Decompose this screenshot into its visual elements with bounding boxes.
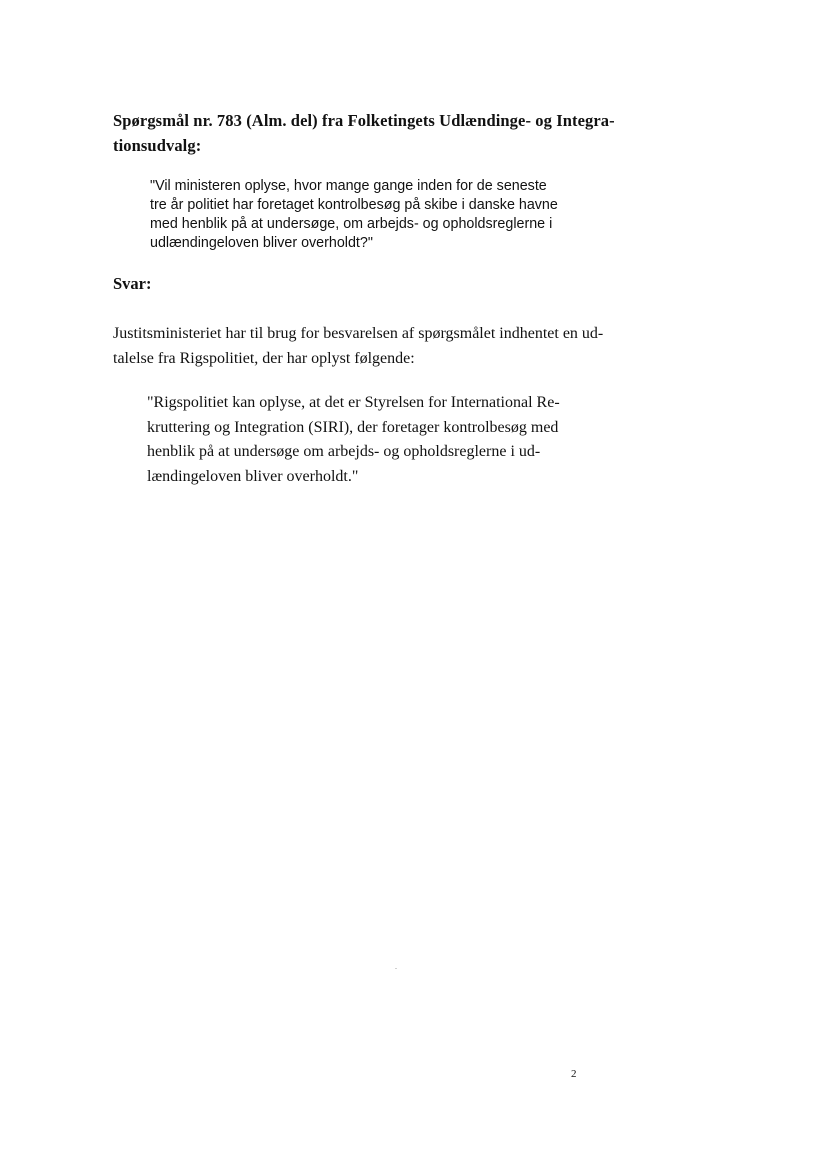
answer-quote-line: kruttering og Integration (SIRI), der foretager kontrolbesøg med — [147, 418, 559, 436]
scan-speck — [395, 968, 397, 969]
answer-quote-line: henblik på at undersøge om arbejds- og opholdsreglerne i ud- — [147, 443, 541, 460]
heading-line: Spørgsmål nr. 783 (Alm. del) fra Folketingets Udlændinge- og Integra- — [113, 111, 615, 130]
answer-paragraph-line: Justitsministeriet har til brug for besvarelsen af spørgsmålet indhentet en ud- — [113, 325, 604, 342]
answer-quote-line: lændingeloven bliver overholdt." — [147, 467, 359, 485]
answer-label: Svar: — [113, 274, 152, 293]
page-number: 2 — [571, 1068, 577, 1080]
question-quote-line: tre år politiet har foretaget kontrolbesøg på skibe i danske havne — [150, 197, 558, 213]
answer-paragraph — [113, 321, 613, 371]
question-quote-line: udlændingeloven bliver overholdt?" — [150, 235, 373, 251]
heading-line: tionsudvalg: — [113, 136, 202, 155]
answer-quote-line: "Rigspolitiet kan oplyse, at det er Styrelsen for International Re- — [147, 394, 560, 411]
question-heading — [113, 108, 613, 158]
answer-quote — [147, 391, 577, 489]
question-quote-line: "Vil ministeren oplyse, hvor mange gange inden for de seneste — [150, 178, 547, 194]
question-quote-line: med henblik på at undersøge, om arbejds- og opholdsreglerne i — [150, 216, 553, 232]
answer-paragraph-line: talelse fra Rigspolitiet, der har oplyst følgende: — [113, 350, 415, 367]
question-quote — [150, 177, 571, 253]
